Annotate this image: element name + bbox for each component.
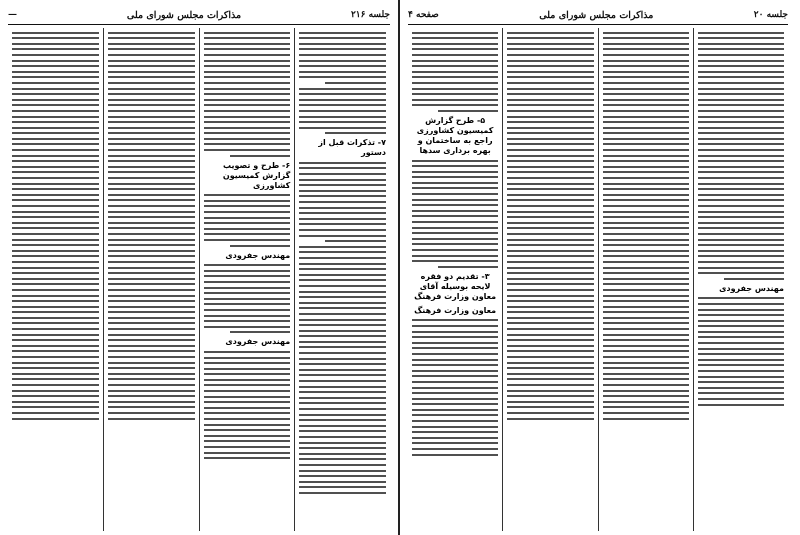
text-column	[599, 28, 694, 531]
left-page	[0, 0, 398, 535]
right-page	[398, 0, 796, 535]
text-column	[200, 28, 296, 531]
running-title: مذاکرات مجلس شورای ملی	[126, 9, 242, 21]
right-page-columns	[408, 28, 788, 531]
right-page-header	[408, 6, 788, 25]
left-page-header	[8, 6, 390, 25]
column-heading: ۵- طرح گزارش کمیسیون کشاورزی راجع به ساختمان و بهره برداری سدها	[416, 115, 494, 155]
page-label: جلسه ۲۱۶	[350, 10, 390, 20]
text-column	[503, 28, 598, 531]
column-heading: ۶- طرح و تصویب گزارش کمیسیون کشاورزی	[222, 160, 291, 190]
column-heading: ۷- تذکرات قبل از دستور	[318, 138, 386, 158]
left-page-columns	[8, 28, 390, 531]
speaker-name: مهندس جفرودی	[225, 250, 291, 260]
text-column	[694, 28, 788, 531]
speaker-name: مهندس جفرودی	[225, 337, 291, 347]
header-separator: —	[8, 10, 18, 20]
text-column	[295, 28, 390, 531]
session-label: جلسه ۲۰	[753, 10, 788, 20]
column-subheading: معاون وزارت فرهنگ	[414, 305, 497, 315]
text-column	[8, 28, 104, 531]
page-label: صفحه ۴	[408, 10, 439, 20]
text-column	[104, 28, 200, 531]
text-column	[408, 28, 503, 531]
speaker-name: مهندس جفرودی	[719, 283, 784, 293]
running-title: مذاکرات مجلس شورای ملی	[539, 9, 654, 21]
column-heading: ۳- تقدیم دو فقره لایحه بوسیله آقای معاون وزارت فرهنگ	[414, 271, 497, 301]
